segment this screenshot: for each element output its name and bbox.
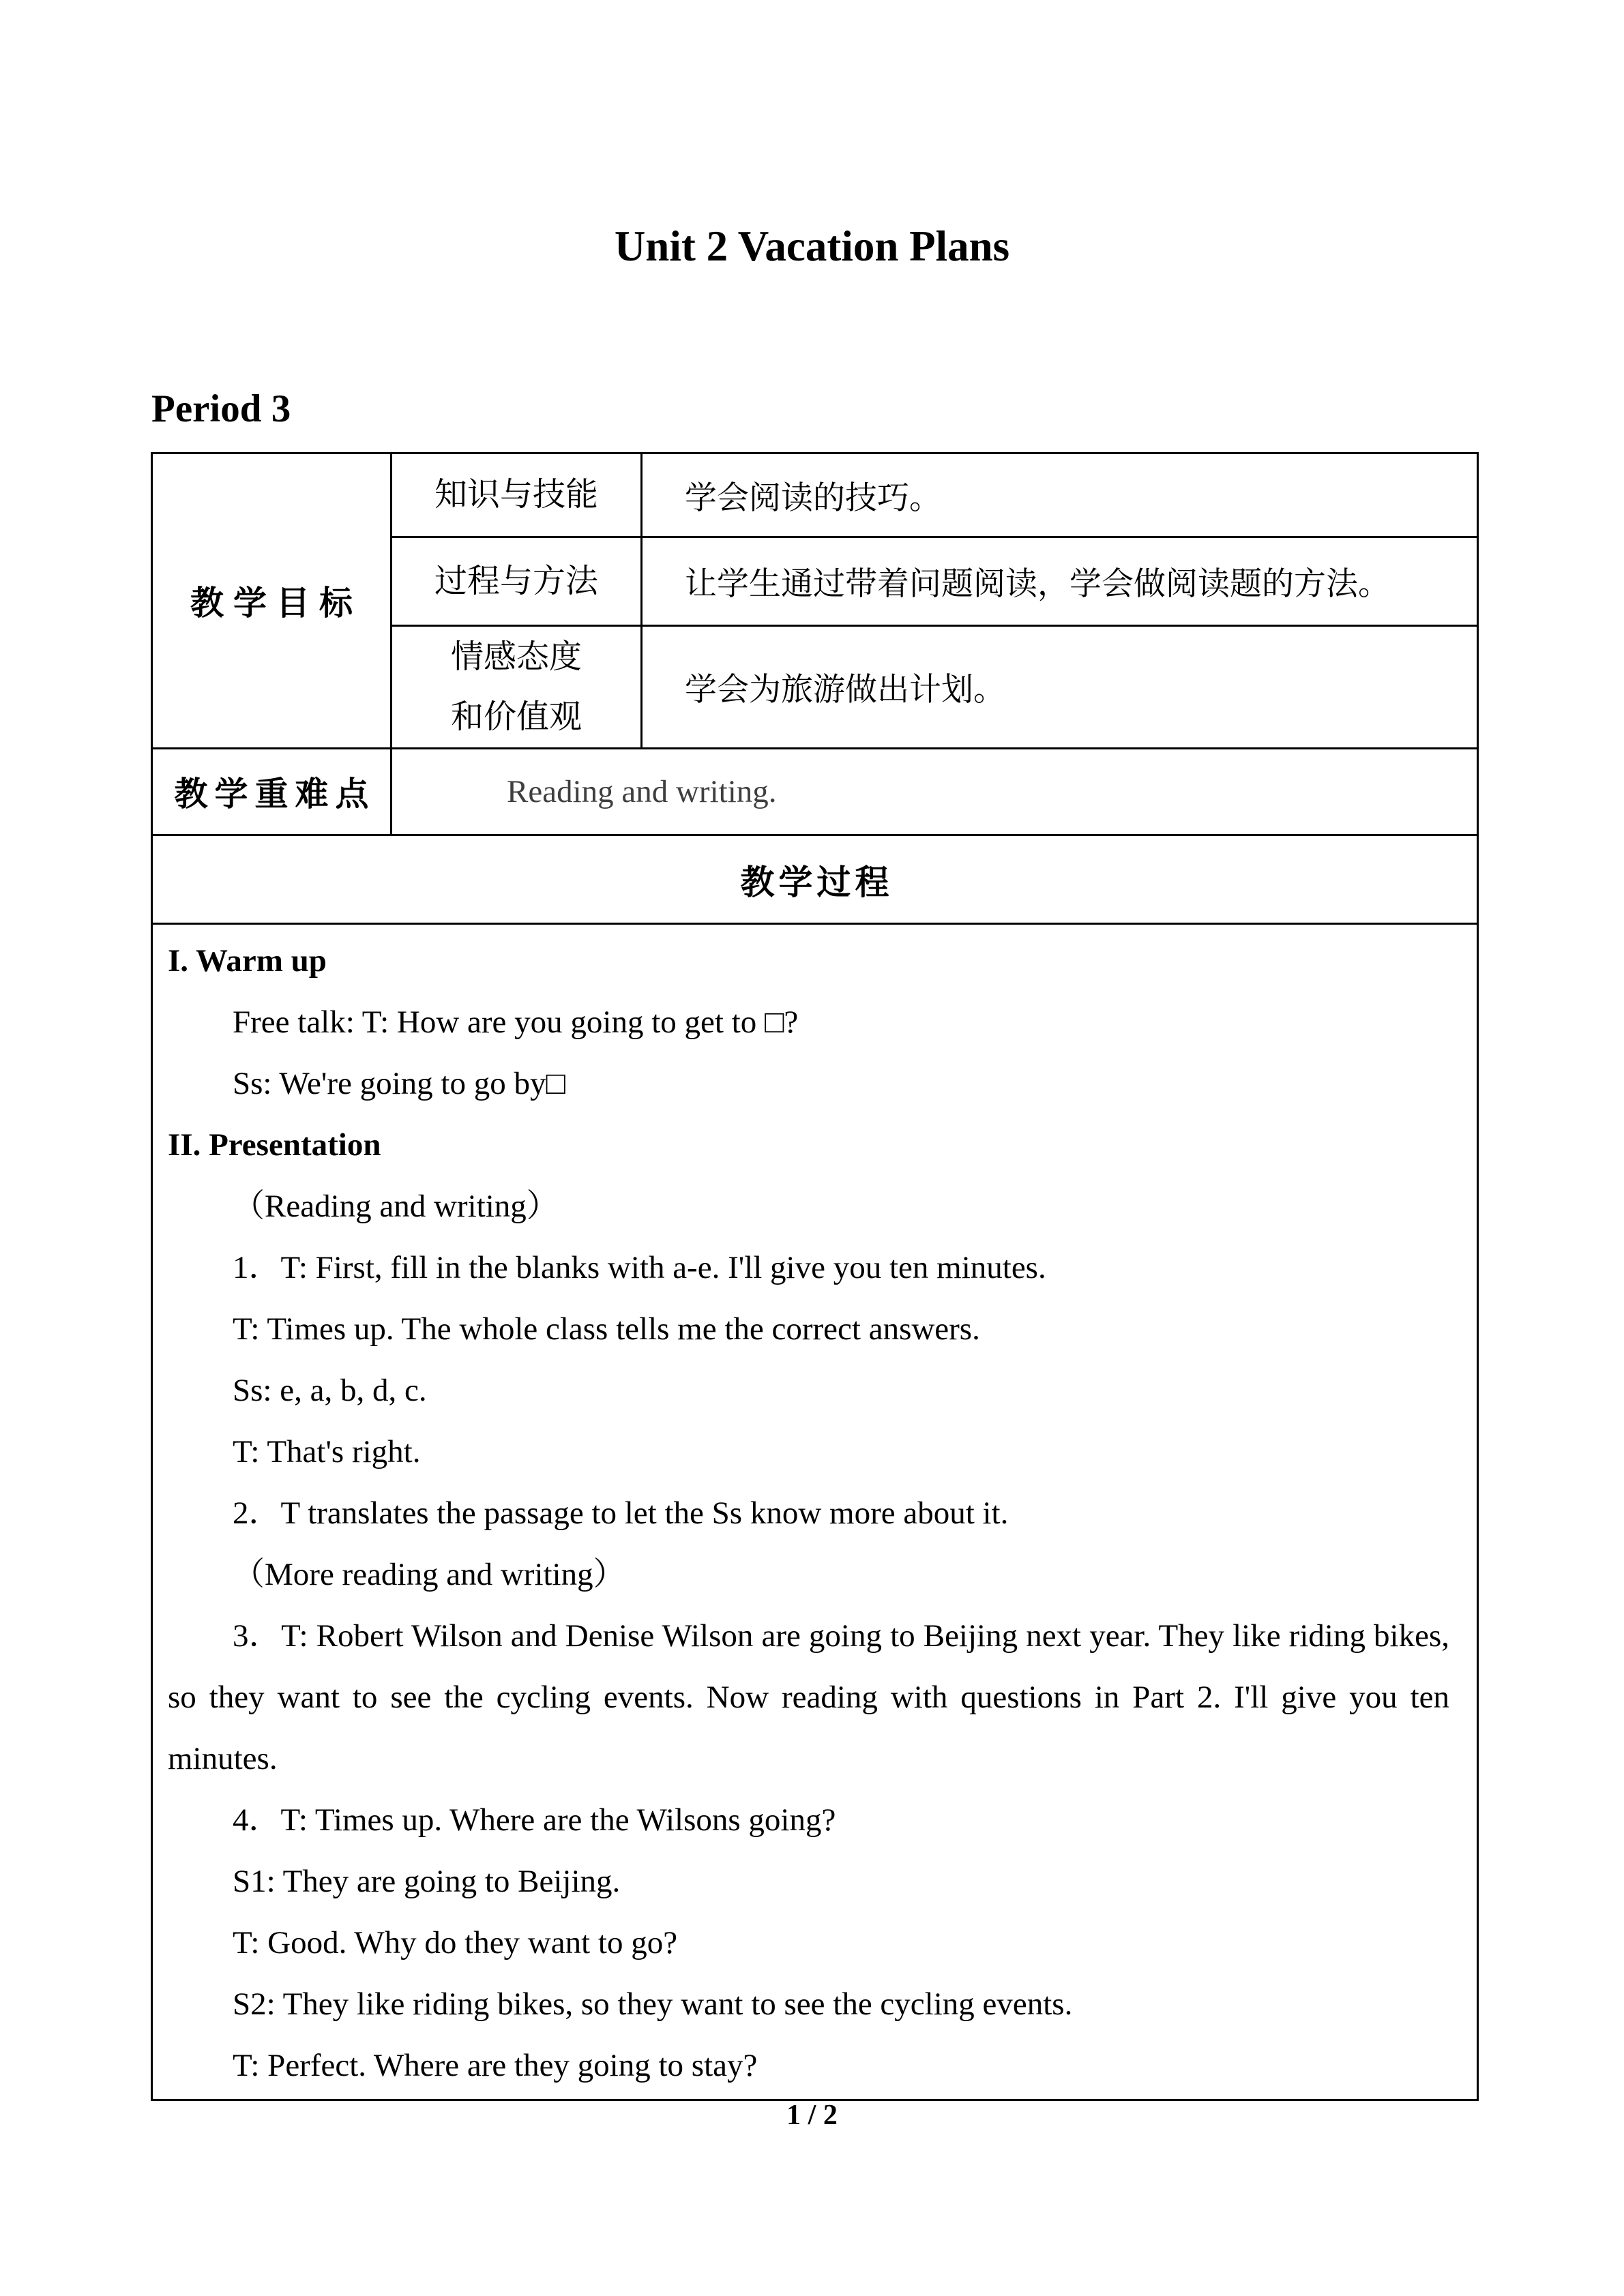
content-line: minutes. [168,1741,278,1776]
category-values-line1: 情感态度 [450,638,582,675]
content-line: （Reading and writing） [233,1189,559,1224]
description-cell-values: 学会为旅游做出计划。 [642,626,1478,749]
process-header-cell: 教学过程 [152,835,1478,924]
objectives-header-cell: 教学目标 [152,453,392,749]
content-line: II. Presentation [168,1127,381,1163]
page-number: 1 / 2 [786,2100,838,2131]
description-cell-process-method: 让学生通过带着问题阅读，学会做阅读题的方法。 [642,537,1478,626]
category-cell-knowledge-skills: 知识与技能 [392,453,642,537]
content-line: 4．T: Times up. Where are the Wilsons going? [233,1802,836,1838]
content-line: Ss: e, a, b, d, c. [233,1373,427,1408]
content-line: S1: They are going to Beijing. [233,1864,621,1899]
period-heading: Period 3 [151,387,291,430]
content-line: T: Perfect. Where are they going to stay? [233,2048,758,2083]
table-row [152,749,1478,835]
content-line: so they want to see the cycling events. Now reading with questions in Part 2. I'll give you ten [168,1680,1449,1715]
category-values-line2: 和价值观 [450,698,582,735]
table-row [152,453,1478,537]
content-line: T: That's right. [233,1434,421,1470]
category-cell-values [392,626,642,749]
content-line: Free talk: T: How are you going to get to □? [233,1004,799,1040]
key-points-value-cell: Reading and writing. [392,749,1478,835]
content-line: （More reading and writing） [233,1557,625,1592]
content-line: 2．T translates the passage to let the Ss know more about it. [233,1495,1009,1531]
lesson-plan-table [151,452,1479,2101]
content-line: S2: They like riding bikes, so they want to see the cycling events. [233,1986,1073,2022]
table-row [152,835,1478,924]
content-line: T: Good. Why do they want to go? [233,1925,678,1960]
key-points-label-cell: 教学重难点 [152,749,392,835]
content-line: 1．T: First, fill in the blanks with a-e. I'll give you ten minutes. [233,1250,1046,1285]
content-line: I. Warm up [168,943,327,979]
content-line: T: Times up. The whole class tells me the correct answers. [233,1311,980,1347]
content-line: Ss: We're going to go by□ [233,1066,565,1101]
document-title: Unit 2 Vacation Plans [614,222,1010,270]
category-cell-process-method: 过程与方法 [392,537,642,626]
content-line: 3．T: Robert Wilson and Denise Wilson are going to Beijing next year. They like riding bikes, [233,1618,1449,1654]
description-cell-knowledge-skills: 学会阅读的技巧。 [642,453,1478,537]
lesson-content-cell [152,924,1478,2100]
table-row [152,924,1478,2100]
